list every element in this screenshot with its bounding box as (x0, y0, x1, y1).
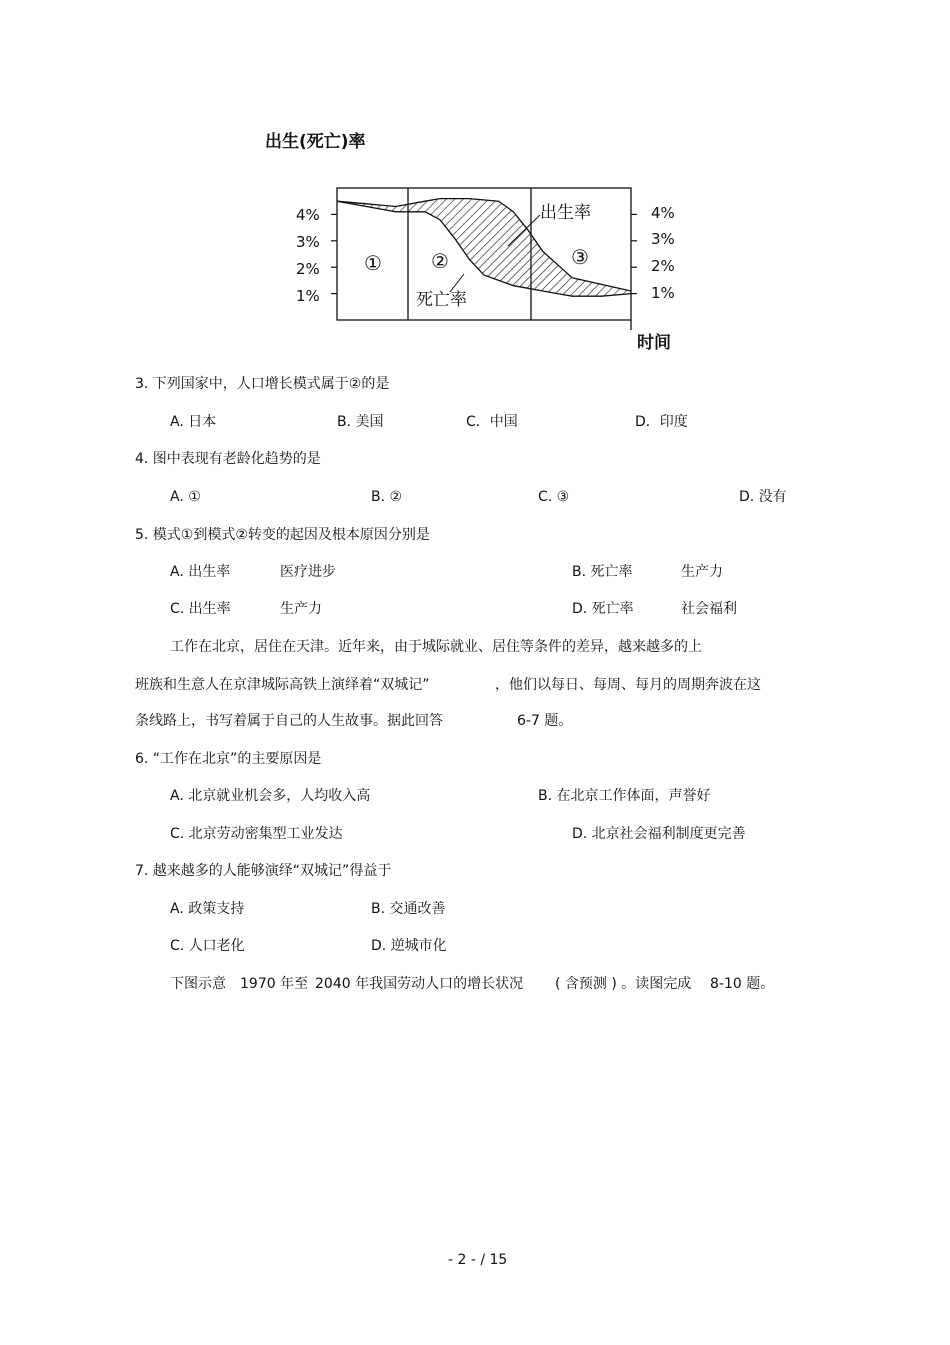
option-b-part1: B. 死亡率 (572, 564, 633, 580)
intro-text: 2040 年我国劳动人口的增长状况 (315, 976, 524, 992)
option-d: D. 北京社会福利制度更完善 (572, 826, 746, 842)
passage-line: ，他们以每日、每周、每月的周期奔波在这 (495, 677, 761, 693)
option-b-part2: 生产力 (681, 564, 723, 580)
y-tick-left: 3% (296, 233, 320, 251)
option-d: D．印度 (635, 414, 688, 430)
page-number: - 2 - / 15 (448, 1252, 508, 1268)
passage-line: 条线路上，书写着属于自己的人生故事。据此回答 (135, 713, 443, 729)
passage-line: 6-7 题。 (517, 713, 573, 729)
question-stem: 7. 越来越多的人能够演绎“双城记”得益于 (135, 863, 392, 879)
option-c: C. 人口老化 (170, 938, 245, 954)
option-a-part2: 医疗进步 (280, 564, 336, 580)
intro-text: ( 含预测 ) 。读图完成 (555, 976, 692, 992)
option-b: B. ② (371, 489, 403, 505)
option-a: A. 政策支持 (170, 901, 245, 917)
option-b: B. 在北京工作体面，声誉好 (538, 788, 711, 804)
question-stem: 6. “工作在北京”的主要原因是 (135, 751, 322, 767)
option-d: D. 逆城市化 (371, 938, 447, 954)
option-c: C. 北京劳动密集型工业发达 (170, 826, 343, 842)
option-c-part1: C. 出生率 (170, 601, 231, 617)
intro-text: 下图示意 (170, 976, 226, 992)
option-c: C. ③ (538, 489, 570, 505)
y-tick-left: 2% (296, 260, 320, 278)
x-axis-label: 时间 (637, 333, 671, 353)
stage-label-2: ② (431, 249, 449, 273)
option-a: A. ① (170, 489, 201, 505)
stage-label-3: ③ (571, 245, 589, 269)
question-stem: 4. 图中表现有老龄化趋势的是 (135, 451, 321, 467)
intro-text: 1970 年至 (240, 976, 309, 992)
option-d-part1: D. 死亡率 (572, 601, 634, 617)
option-c-part2: 生产力 (280, 601, 322, 617)
question-stem: 5. 模式①到模式②转变的起因及根本原因分别是 (135, 527, 430, 543)
death-rate-label: 死亡率 (416, 290, 467, 310)
intro-text: 8-10 题。 (710, 976, 775, 992)
question-stem: 3. 下列国家中，人口增长模式属于②的是 (135, 376, 390, 392)
option-b: B. 交通改善 (371, 901, 446, 917)
y-tick-right: 1% (651, 284, 675, 302)
stage-label-1: ① (364, 251, 382, 275)
y-tick-right: 3% (651, 230, 675, 248)
chart-plot (0, 0, 950, 400)
option-a: A. 日本 (170, 414, 217, 430)
chart-y-title: 出生(死亡)率 (265, 132, 366, 152)
y-tick-left: 4% (296, 206, 320, 224)
y-tick-left: 1% (296, 287, 320, 305)
y-tick-right: 2% (651, 257, 675, 275)
y-tick-right: 4% (651, 204, 675, 222)
option-d: D. 没有 (739, 489, 787, 505)
option-a: A. 北京就业机会多，人均收入高 (170, 788, 371, 804)
birth-rate-label: 出生率 (540, 203, 591, 223)
passage-line: 班族和生意人在京津城际高铁上演绎着“双城记” (135, 677, 430, 693)
option-b: B. 美国 (337, 414, 384, 430)
passage-line: 工作在北京，居住在天津。近年来，由于城际就业、居住等条件的差异，越来越多的上 (170, 639, 702, 655)
option-c: C．中国 (466, 414, 518, 430)
option-a-part1: A. 出生率 (170, 564, 231, 580)
option-d-part2: 社会福利 (681, 601, 737, 617)
